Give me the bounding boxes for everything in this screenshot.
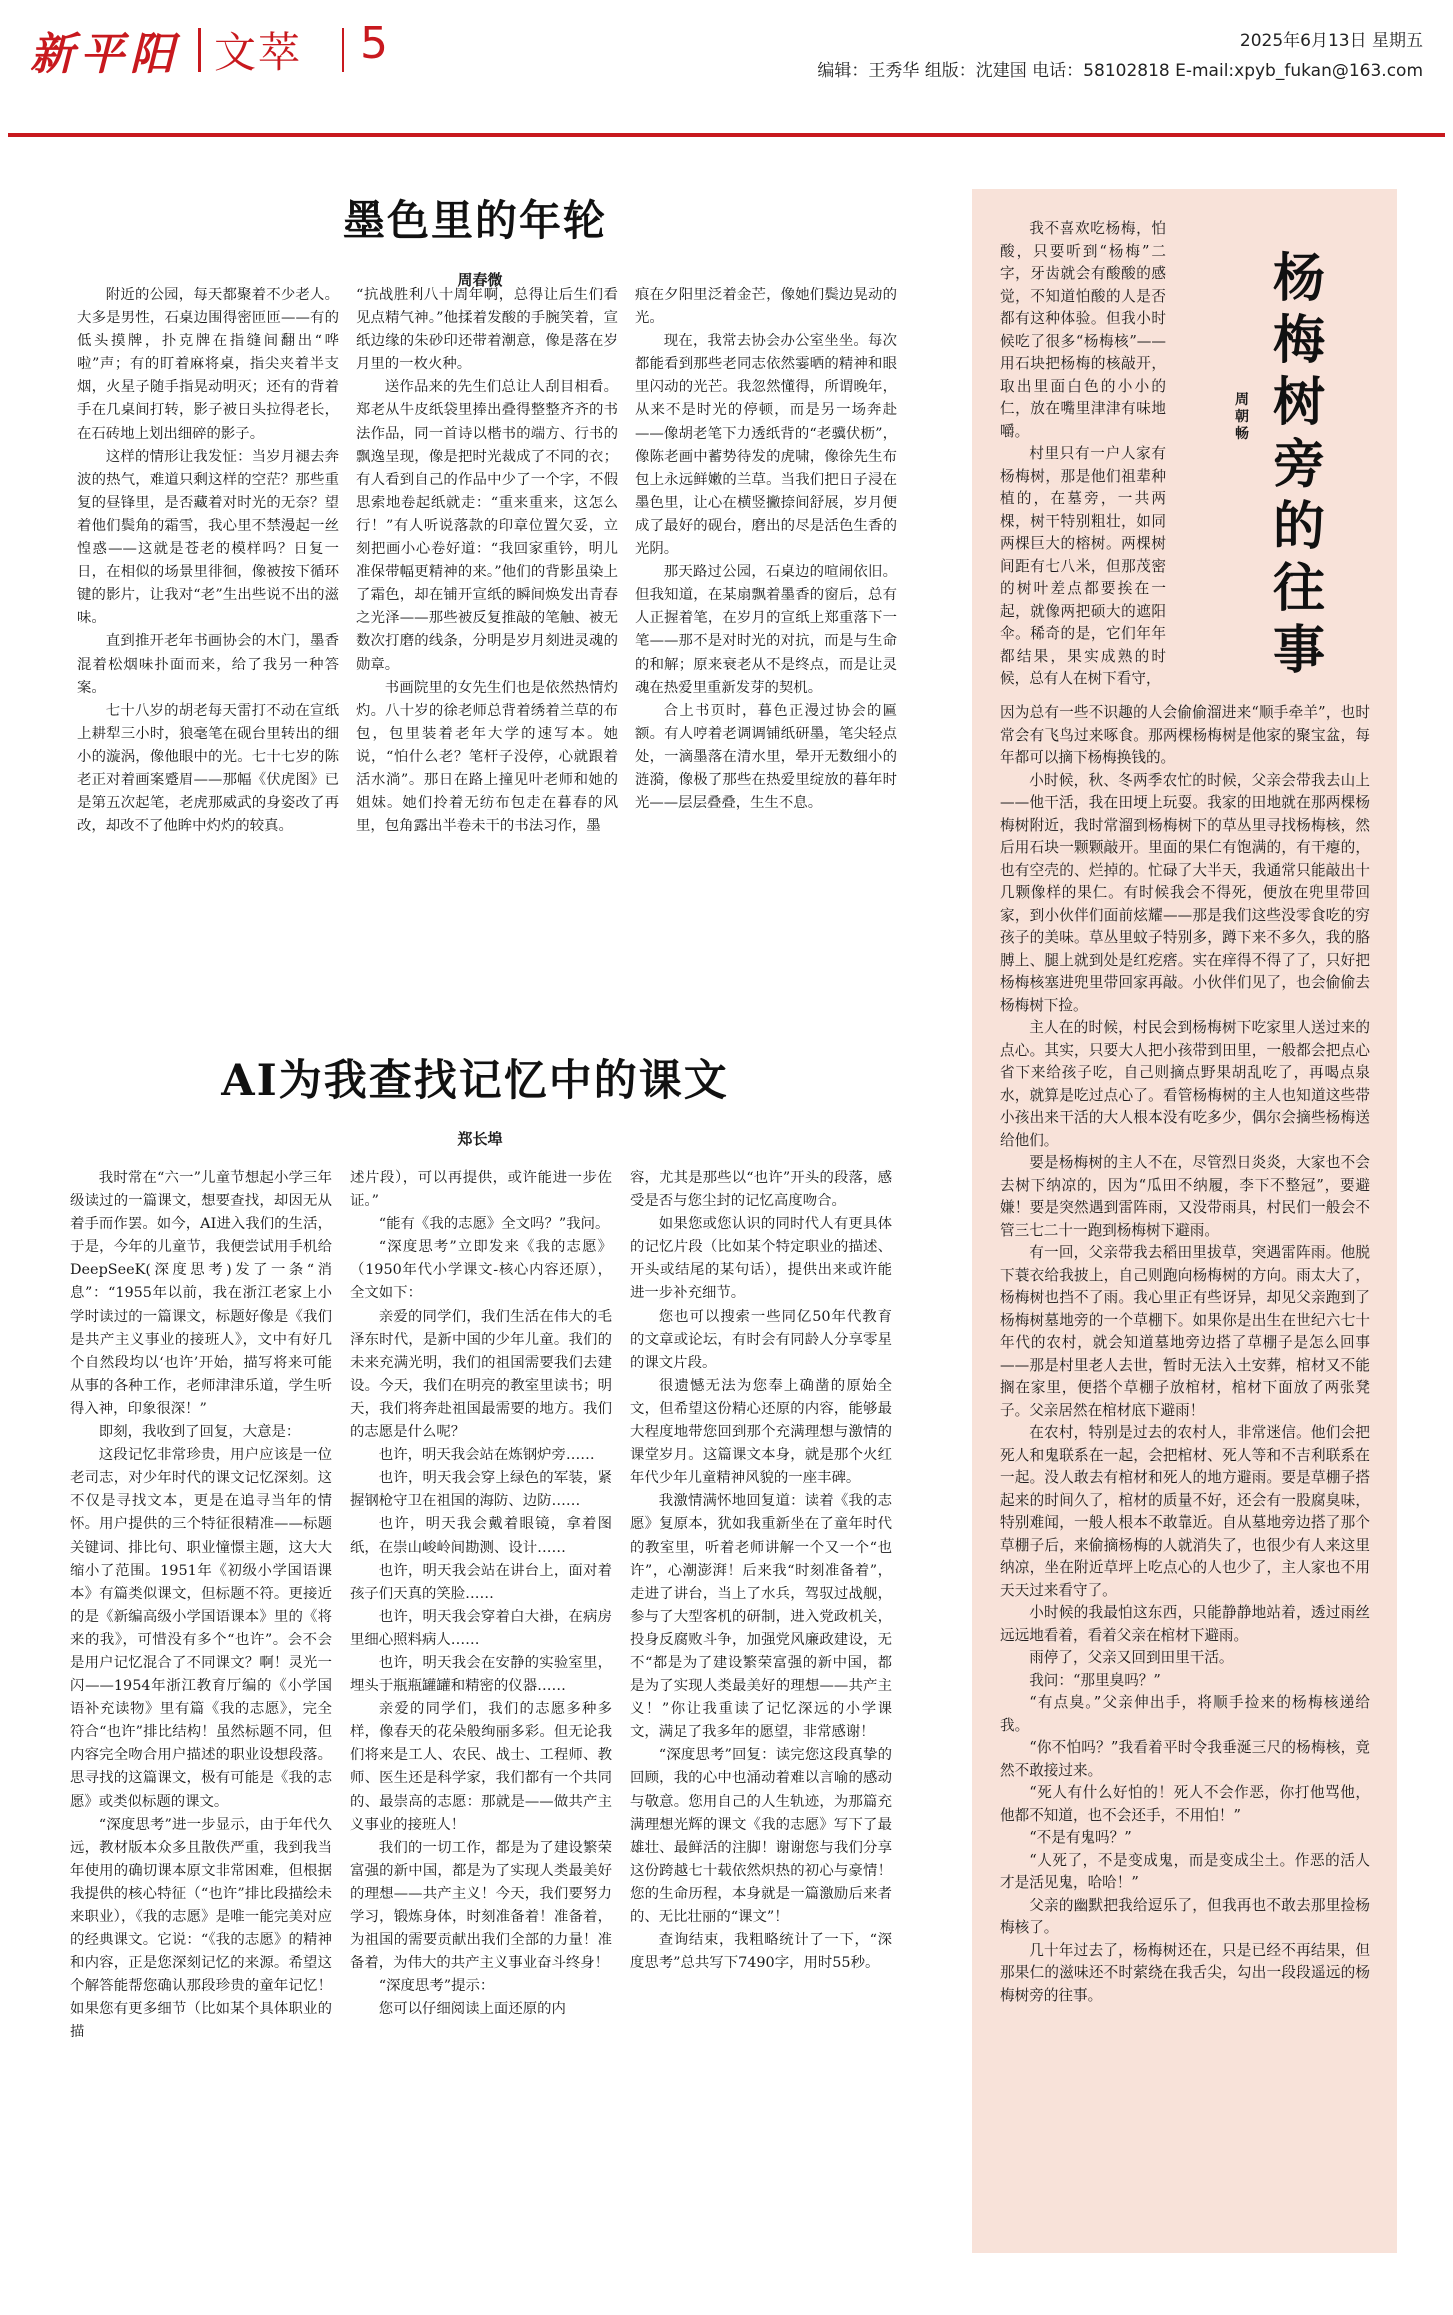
paragraph: 那天路过公园，石桌边的喧闹依旧。但我知道，在某扇飘着墨香的窗后，总有人正握着笔，在岁月的宣纸上郑重落下一笔——那不是对时光的对抗，而是与生命的和解；原来衰老从不是终点，而是让灵魂在热爱里重新发芽的契机。 [635,564,897,696]
paragraph: 村里只有一户人家有杨梅树，那是他们祖辈种植的，在墓旁，一共两棵，树干特别粗壮，如同两棵巨大的榕树。两棵树间距有七八米，但那茂密的树叶差点都要挨在一起，就像两把硕大的遮阳伞。稀奇的是，它们年年都结果，果实成熟的时候，总有人在树下看守， [1000,445,1166,687]
paragraph: 雨停了，父亲又回到田里干活。 [1029,1649,1234,1666]
paragraph: 现在，我常去协会办公室坐坐。每次都能看到那些老同志依然霎晒的精神和眼里闪动的光芒。我忽然懂得，所谓晚年，从来不是时光的停顿，而是另一场奔赴——像胡老笔下力透纸背的“老骥伏枥”，像陈老画中蓄势待发的虎啸，像徐先生布包上永远鲜嫩的兰草。当我们把日子浸在墨色里，让心在横竖撇捺间舒展，岁月便成了最好的砚台，磨出的尽是活色生香的光阴。 [635,333,897,558]
paragraph: 即刻，我收到了回复，大意是： [98,1424,301,1441]
issue-date: 2025年6月13日 星期五 [1239,31,1423,51]
masthead-divider [342,28,344,72]
editor-contact-info: 编辑：王秀华 组版：沈建国 电话：58102818 E-mail:xpyb_fukan@163.com [817,61,1423,81]
title-glyph: 树 [1272,372,1325,433]
title-glyph: 的 [1272,496,1325,557]
title-glyph: 梅 [1272,310,1325,371]
paragraph: “不是有鬼吗？” [1029,1829,1132,1846]
paragraph: 我问：“那里臭吗？” [1029,1671,1161,1689]
paragraph: “你不怕吗？”我看着平时令我垂涎三尺的杨梅核，竟然不敢接过来。 [1000,1739,1370,1779]
article2-title: AI为我查找记忆中的课文 [221,1056,729,1106]
paragraph: “有点臭。”父亲伸出手，将顺手捡来的杨梅核递给我。 [1000,1694,1370,1734]
paragraph: 主人在的时候，村民会到杨梅树下吃家里人送过来的点心。其实，只要大人把小孩带到田里，一般都会把点心省下来给孩子吃，自己则摘点野果胡乱吃了，再喝点泉水，就算是吃过点心了。看管杨梅树的主人也知道这些带小孩出来干活的大人根本没有吃多少，偶尔会摘些杨梅送给他们。 [1000,1019,1370,1149]
paragraph: 送作品来的先生们总让人刮目相看。郑老从牛皮纸袋里捧出叠得整整齐齐的书法作品，同一首诗以楷书的端方、行书的飘逸呈现，像是把时光裁成了不同的衣；有人看到自己的作品中少了一个字，不假思索地卷起纸就走：“重来重来，这怎么行！”有人听说落款的印章位置欠妥，立刻把画小心卷好道：“我回家重钤，明儿准保带幅更精神的来。”他们的背影虽染上了霜色，却在铺开宣纸的瞬间焕发出青春之光泽——那些被反复推敲的笔触、被无数次打磨的线条，分明是岁月刻进灵魂的勋章。 [356,379,618,673]
paragraph: 也许，明天我会站在讲台上，面对着孩子们天真的笑脸…… [350,1562,612,1602]
title-glyph: 杨 [1272,248,1325,309]
masthead-rule [8,133,1445,137]
author-glyph: 朝 [1235,409,1249,425]
page-number: 5 [360,18,388,69]
section-name: 文萃 [214,28,303,77]
paragraph: 我不喜欢吃杨梅，怕酸，只要听到“杨梅”二字，牙齿就会有酸酸的感觉，不知道怕酸的人是否都有这种体验。但我小时候吃了很多“杨梅核”——用石块把杨梅的核敲开，取出里面白色的小小的仁，放在嘴里津津有味地嚼。 [1000,220,1166,440]
paragraph: 因为总有一些不识趣的人会偷偷溜进来“顺手牵羊”，也时常会有飞鸟过来啄食。那两棵杨梅树是他家的聚宝盆，每年都可以摘下杨梅换钱的。 [1000,704,1370,766]
article1-column-2 [356,284,618,964]
paragraph: 父亲的幽默把我给逗乐了，但我再也不敢去那里捡杨梅核了。 [1000,1896,1370,1936]
paragraph: 小时候的我最怕这东西，只能静静地站着，透过雨丝远远地看着，看着父亲在棺材下避雨。 [1000,1604,1370,1644]
article1-column-3 [635,284,897,964]
paragraph: 您也可以搜索一些同亿50年代教育的文章或论坛，有时会有同龄人分享零星的课文片段。 [630,1308,892,1371]
paragraph: “能有《我的志愿》全文吗？”我问。 [378,1216,610,1233]
article1-author: 周春微 [457,271,503,289]
paragraph: 在农村，特别是过去的农村人，非常迷信。他们会把死人和鬼联系在一起，会把棺材、死人等和不吉利联系在一起。没人敢去有棺材和死人的地方避雨。要是草棚子搭起来的时间久了，棺材的质量不好，还会有一股腐臭味，特别难闻，一般人根本不敢靠近。自从墓地旁边搭了那个草棚子后，来偷摘杨梅的人就消失了，也很少有人来这里纳凉，坐在附近草坪上吃点心的人也少了，主人家也不用天天过来看守了。 [1000,1424,1370,1599]
paragraph: 也许，明天我会站在炼钢炉旁…… [378,1447,595,1464]
paragraph: 七十八岁的胡老每天雷打不动在宣纸上耕犁三小时，狼毫笔在砚台里转出的细小的漩涡，像他眼中的光。七十七岁的陈老正对着画案蹙眉——那幅《伏虎图》已是第五次起笔，老虎那威武的身姿改了再改，却改不了他眸中灼灼的较真。 [77,702,339,835]
paragraph: 述片段），可以再提供，或许能进一步佐证。” [350,1170,612,1210]
paragraph: 亲爱的同学们，我们生活在伟大的毛泽东时代，是新中国的少年儿童。我们的未来充满光明，我们的祖国需要我们去建设。今天，我们在明亮的教室里读书；明天，我们将奔赴祖国最需要的地方。我们的志愿是什么呢？ [350,1308,612,1441]
paragraph: 小时候，秋、冬两季农忙的时候，父亲会带我去山上——他干活，我在田埂上玩耍。我家的田地就在那两棵杨梅树附近，我时常溜到杨梅树下的草丛里寻找杨梅核，然后用石块一颗颗敲开。里面的果仁有饱满的，有干瘪的，也有空壳的、烂掉的。忙碌了大半天，我通常只能敲出十几颗像样的果仁。有时候我会不得死，便放在兜里带回家，到小伙伴们面前炫耀——那是我们这些没零食吃的穷孩子的美味。草丛里蚊子特别多，蹲下来不多久，我的胳膊上、腿上就到处是红疙瘩。实在痒得不得了了，只好把杨梅核塞进兜里带回家再敲。小伙伴们见了，也会偷偷去杨梅树下捡。 [1000,771,1370,1014]
paragraph: 附近的公园，每天都聚着不少老人。大多是男性，石桌边围得密匝匝——有的低头摸牌，扑克牌在指缝间翻出“哗啦”声；有的盯着麻将桌，指尖夹着半支烟，火星子随手指晃动明灭；还有的背着手在几桌间打转，影子被日头拉得老长，在石砖地上划出细碎的影子。 [77,287,339,442]
paragraph: 您可以仔细阅读上面还原的内 [378,2001,566,2018]
masthead-divider [198,28,201,72]
paragraph: 有一回，父亲带我去稻田里拔草，突遇雷阵雨。他脱下蓑衣给我披上，自己则跑向杨梅树的方向。雨太大了，杨梅树也挡不了雨。我心里正有些讶异，却见父亲跑到了杨梅树墓地旁的一个草棚下。如果你是出生在世纪六七十年代的农村，就会知道墓地旁边搭了草棚子是怎么回事——那是村里老人去世，暂时无法入土安葬，棺材又不能搁在家里，便搭个草棚子放棺材，棺材下面放了两张凳子。父亲居然在棺材底下避雨！ [1000,1244,1370,1419]
title-glyph: 事 [1272,620,1325,681]
paragraph: “死人有什么好怕的！死人不会作恶，你打他骂他，他都不知道，也不会还手，不用怕！” [1000,1784,1370,1824]
paragraph: “深度思考”提示： [378,1978,495,1995]
paragraph: 也许，明天我会戴着眼镜，拿着图纸，在崇山峻岭间勘测、设计…… [350,1516,612,1556]
article1-column-1 [77,284,339,964]
paragraph: “抗战胜利八十周年啊，总得让后生们看见点精气神。”他揉着发酸的手腕笑着，宣纸边缘的朱砂印还带着潮意，像是落在岁月里的一枚火种。 [356,287,618,373]
sidebar-intro-column [1000,218,1166,702]
newspaper-name: 新平阳 [30,29,180,80]
paragraph: 查询结束，我粗略统计了一下，“深度思考”总共写下7490字，用时55秒。 [630,1932,892,1972]
paragraph: 直到推开老年书画协会的木门，墨香混着松烟味扑面而来，给了我另一种答案。 [77,633,339,696]
paragraph: “深度思考”回复：读完您这段真挚的回顾，我的心中也涌动着难以言喻的感动与敬意。您用自己的人生轨迹，为那篇充满理想光辉的课文《我的志愿》写下了最雄壮、最鲜活的注脚！谢谢您与我们分享这份跨越七十载依然炽热的初心与豪情！您的生命历程，本身就是一篇激励后来者的、无比壮丽的“课文”！ [630,1747,892,1925]
title-glyph: 旁 [1272,434,1325,495]
author-glyph: 畅 [1235,426,1249,442]
paragraph: 如果您或您认识的同时代人有更具体的记忆片段（比如某个特定职业的描述、开头或结尾的某句话），提供出来或许能进一步补充细节。 [630,1216,892,1302]
paragraph: “人死了，不是变成鬼，而是变成尘土。作恶的活人才是活见鬼，哈哈！” [1000,1851,1370,1891]
paragraph: 我们的一切工作，都是为了建设繁荣富强的新中国，都是为了实现人类最美好的理想——共产主义！今天，我们要努力学习，锻炼身体，时刻准备着！准备着，为祖国的需要贡献出我们全部的力量！准备着，为伟大的共产主义事业奋斗终身！ [350,1839,612,1972]
paragraph: 亲爱的同学们，我们的志愿多种多样，像春天的花朵般绚丽多彩。但无论我们将来是工人、农民、战士、工程师、教师、医生还是科学家，我们都有一个共同的、最崇高的志愿：那就是——做共产主义事业的接班人！ [350,1701,612,1833]
paragraph: 我时常在“六一”儿童节想起小学三年级读过的一篇课文，想要查找，却因无从着手而作罢。如今，AI进入我们的生活，于是，今年的儿童节，我便尝试用手机给DeepSeeK(深度思考)发了一条“消息”：“1955年以前，我在浙江老家上小学时读过的一篇课文，标题好像是《我们是共产主义事业的接班人》，文中有好几个自然段均以‘也许’开始，描写将来可能从事的各种工作，老师津津乐道，学生听得入神，印象很深！” [70,1170,332,1417]
sidebar-article-author [1232,392,1252,443]
paragraph: 也许，明天我会在安静的实验室里，埋头于瓶瓶罐罐和精密的仪器…… [350,1654,612,1695]
paragraph: 要是杨梅树的主人不在，尽管烈日炎炎，大家也不会去树下纳凉的，因为“瓜田不纳履，李下不整冠”，要避嫌！要是突然遇到雷阵雨，又没带雨具，村民们一般会不管三七二十一跑到杨梅树下避雨。 [1000,1154,1370,1239]
article2-column-2 [350,1167,612,2282]
paragraph: 几十年过去了，杨梅树还在，只是已经不再结果，但那果仁的滋味还不时萦绕在我舌尖，勾出一段段遥远的杨梅树旁的往事。 [1000,1941,1370,2004]
paragraph: 这段记忆非常珍贵，用户应该是一位老司志，对少年时代的课文记忆深刻。这不仅是寻找文本，更是在追寻当年的情怀。用户提供的三个特征很精准——标题关键词、排比句、职业憧憬主题，这大大缩小了范围。1951年《初级小学国语课本》有篇类似课文，但标题不符。更接近的是《新编高级小学国语课本》里的《将来的我》，可惜没有多个“也许”。会不会是用户记忆混合了不同课文？啊！灵光一闪——1954年浙江教育厅编的《小学国语补充读物》里有篇《我的志愿》，完全符合“也许”排比结构！虽然标题不同，但内容完全吻合用户描述的职业设想段落。思寻找的这篇课文，极有可能是《我的志愿》或类似标题的课文。 [70,1447,332,1810]
author-glyph: 周 [1235,392,1249,408]
article1-title: 墨色里的年轮 [342,196,607,245]
paragraph: “深度思考”立即发来《我的志愿》（1950年代小学课文-核心内容还原），全文如下： [350,1239,612,1302]
paragraph: 这样的情形让我发怔：当岁月褪去奔波的热气，难道只剩这样的空茫？那些重复的昼锋里，是否藏着对时光的无奈？望着他们鬓角的霜雪，我心里不禁漫起一丝惶惑——这就是苍老的模样吗？日复一日，在相似的场景里徘徊，像被按下循环键的影片，让我对“老”生出些说不出的滋味。 [77,448,339,627]
paragraph: “深度思考”进一步显示，由于年代久远，教材版本众多且散佚严重，我到我当年使用的确切课本原文非常困难，但根据我提供的核心特征（“也许”排比段描绘未来职业），《我的志愿》是唯一能完美对应的经典课文。它说：“《我的志愿》的精神和内容，正是您深刻记忆的来源。希望这个解答能帮您确认那段珍贵的童年记忆！如果您有更多细节（比如某个具体职业的描 [70,1816,332,2041]
paragraph: 也许，明天我会穿上绿色的军装，紧握钢枪守卫在祖国的海防、边防…… [350,1470,612,1510]
masthead [0,0,1453,138]
sidebar-article-title [1268,248,1330,682]
paragraph: 我激情满怀地回复道：读着《我的志愿》复原本，犹如我重新坐在了童年时代的教室里，听着老师讲解一个又一个“也许”，心潮澎湃！后来我“时刻准备着”，走进了讲台，当上了水兵，驾驭过战舰，参与了大型客机的研制，进入党政机关，投身反腐败斗争，加强党风廉政建设，无不“都是为了建设繁荣富强的新中国，都是为了实现人类最美好的理想——共产主义！”你让我重读了记忆深远的小学课文，满足了我多年的愿望，非常感谢！ [630,1493,892,1741]
paragraph: 很遗憾无法为您奉上确凿的原始全文，但希望这份精心还原的内容，能够最大程度地带您回到那个充满理想与激情的课堂岁月。这篇课文本身，就是那个火红年代少年儿童精神风貌的一座丰碑。 [630,1377,892,1487]
paragraph: 书画院里的女先生们也是依然热情灼灼。八十岁的徐老师总背着绣着兰草的布包，包里装着老年大学的速写本。她说，“怕什么老？笔杆子没停，心就跟着活水淌”。那日在路上撞见叶老师和她的姐妹。她们拎着无纺布包走在暮春的风里，包角露出半卷未干的书法习作，墨 [356,679,618,835]
paragraph: 也许，明天我会穿着白大褂，在病房里细心照料病人…… [350,1608,612,1648]
article2-column-1 [70,1167,332,2282]
sidebar-body-column [1000,702,1370,2242]
paragraph: 容，尤其是那些以“也许”开头的段落，感受是否与您尘封的记忆高度吻合。 [630,1170,892,1210]
paragraph: 痕在夕阳里泛着金芒，像她们鬓边晃动的光。 [635,287,897,327]
paragraph: 合上书页时，暮色正漫过协会的匾额。有人哼着老调调铺纸研墨，笔尖轻点处，一滴墨落在清水里，晕开无数细小的涟漪，像极了那些在热爱里绽放的暮年时光——层层叠叠，生生不息。 [635,702,897,812]
article2-column-3 [630,1167,892,2282]
article2-author: 郑长埠 [457,1130,503,1148]
title-glyph: 往 [1272,558,1325,619]
